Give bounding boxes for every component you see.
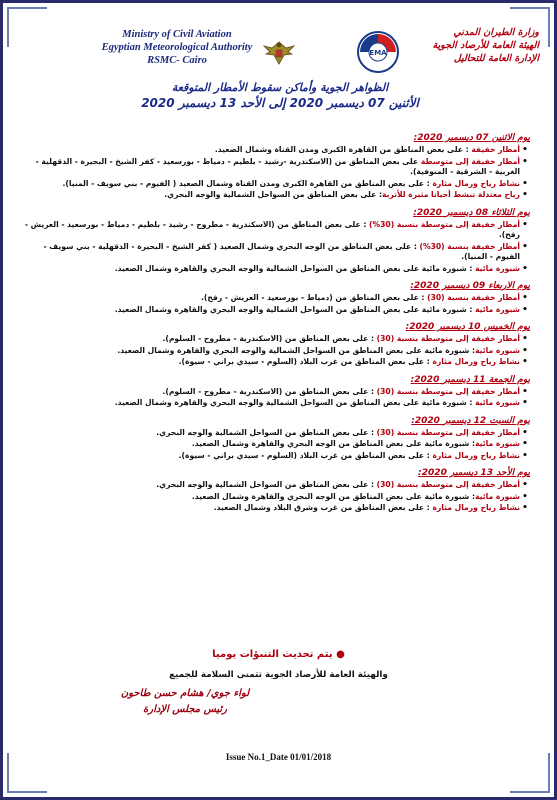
phenomenon-details: : على بعض المناطق من غرب البلاد (السلوم - سيدي براني - سيوة). bbox=[178, 357, 433, 366]
forecast-item bbox=[22, 503, 530, 514]
forecast-item bbox=[22, 242, 530, 263]
forecast-text bbox=[22, 439, 520, 450]
bullet-icon: • bbox=[522, 503, 528, 513]
title-line1: الظواهر الجوية وأماكن سقوط الأمطار المتوقعة bbox=[171, 81, 389, 94]
phenomenon-label: أمطار خفيفة إلى متوسطة بنسبة (30%) bbox=[369, 219, 520, 229]
phenomenon-label: أمطار خفيفة إلى متوسطة بنسبة (30) bbox=[376, 480, 520, 489]
phenomenon-label: أمطار خفيفة إلى متوسطة bbox=[420, 156, 520, 166]
forecast-text bbox=[22, 242, 520, 263]
forecast-item bbox=[22, 387, 530, 398]
header-english bbox=[82, 28, 272, 67]
forecast-item bbox=[22, 428, 530, 439]
phenomenon-details: : على بعض المناطق من القاهرة الكبرى ومدن القناة وشمال الصعيد ( الفيوم - بني سويف - المنيا). bbox=[62, 178, 433, 188]
forecast-item bbox=[22, 346, 530, 357]
phenomenon-label: شبورة مائية bbox=[475, 304, 520, 314]
phenomenon-label: نشاط رياح ورمال مثارة bbox=[432, 178, 520, 188]
day-section bbox=[22, 415, 530, 462]
forecast-item bbox=[22, 492, 530, 503]
phenomenon-details: : شبورة مائية على بعض المناطق من الوجه البحري والقاهرة وشمال الصعيد. bbox=[191, 439, 476, 448]
day-heading: يوم السبت 12 ديسمبر 2020: bbox=[411, 415, 530, 426]
phenomenon-label: أمطار خفيفة إلى متوسطة بنسبة (30) bbox=[376, 334, 520, 343]
forecast-item bbox=[22, 264, 530, 275]
phenomenon-label: نشاط رياح ورمال مثارة bbox=[432, 450, 520, 460]
daily-update-note: ● يتم تحديث التنبؤات يوميا bbox=[212, 649, 345, 660]
bullet-icon: • bbox=[522, 427, 528, 438]
bullet-icon: • bbox=[522, 398, 528, 408]
phenomenon-details: : شبورة مائية على بعض المناطق من السواحل الشمالية والوجه البحري والقاهرة وشمال الصعيد. bbox=[117, 345, 476, 355]
phenomenon-label: أمطار خفيفة bbox=[471, 145, 520, 154]
bullet-icon: • bbox=[522, 241, 528, 252]
forecast-text bbox=[22, 264, 520, 275]
phenomenon-label: أمطار خفيفة بنسبة (30) bbox=[427, 293, 520, 302]
bullet-icon: • bbox=[522, 439, 528, 449]
forecast-text bbox=[22, 387, 520, 398]
title-line2: الأثنين 07 ديسمبر 2020 إلى الأحد 13 ديسمبر 2020 bbox=[141, 96, 419, 110]
phenomenon-details: : على بعض المناطق من (دمياط - بورسعيد - العريش - رفح). bbox=[201, 293, 428, 302]
forecast-item bbox=[22, 190, 530, 201]
forecast-text bbox=[22, 190, 520, 201]
day-section bbox=[22, 374, 530, 409]
phenomenon-label: نشاط رياح ورمال مثارة bbox=[432, 503, 520, 512]
ministry-name-en: Ministry of Civil Aviation bbox=[122, 29, 232, 40]
forecast-text bbox=[22, 157, 520, 178]
phenomenon-details: : على بعض المناطق من (الاسكندرية - مطروح - رشيد - بلطيم - دمياط - بورسعيد - العريش - رفح). bbox=[24, 219, 520, 239]
forecast-item bbox=[22, 305, 530, 316]
issue-footer: Issue No.1_Date 01/01/2018 bbox=[225, 752, 332, 762]
phenomenon-details: : على بعض المناطق من السواحل الشمالية والوجه البحري. bbox=[156, 480, 377, 489]
authority-name-en: Egyptian Meteorological Authority bbox=[101, 42, 253, 53]
forecast-text bbox=[22, 220, 520, 241]
bullet-icon: • bbox=[522, 304, 528, 315]
bullet-icon: • bbox=[522, 219, 528, 230]
bullet-icon: • bbox=[522, 156, 528, 167]
forecast-item bbox=[22, 179, 530, 190]
phenomenon-details: : شبورة مائية على بعض المناطق من الوجه البحري والقاهرة وشمال الصعيد. bbox=[191, 491, 476, 501]
day-section bbox=[22, 132, 530, 201]
forecast-text bbox=[22, 398, 520, 409]
forecast-text bbox=[22, 145, 520, 156]
department-name-ar: الإدارة العامة للتحاليل bbox=[453, 53, 539, 64]
phenomenon-details: : على بعض المناطق من (الاسكندرية - مطروح - السلوم). bbox=[162, 386, 377, 396]
forecast-text bbox=[22, 305, 520, 316]
phenomenon-details: : شبورة مائية على بعض المناطق من السواحل الشمالية والوجه البحري والقاهرة وشمال الصعيد. bbox=[114, 304, 476, 314]
bullet-icon: • bbox=[522, 491, 528, 502]
forecast-text bbox=[22, 503, 520, 514]
forecast-item bbox=[22, 357, 530, 368]
bullet-icon: • bbox=[522, 145, 528, 155]
bullet-icon: • bbox=[522, 263, 528, 274]
authority-name-ar: الهيئة العامة للأرصاد الجوية bbox=[432, 40, 539, 51]
phenomenon-details: : شبورة مائية على بعض المناطق من السواحل الشمالية والوجه البحري والقاهرة وشمال الصعيد. bbox=[114, 398, 476, 407]
signatory-name: لواء جوي/ هشام حسن طاحون bbox=[120, 688, 250, 699]
rsmc-name-en: RSMC- Cairo bbox=[147, 55, 207, 66]
forecast-text bbox=[22, 346, 520, 357]
phenomenon-label: شبورة مائية bbox=[475, 439, 520, 448]
day-heading: يوم الاربعاء 09 ديسمبر 2020: bbox=[410, 281, 530, 291]
day-heading: يوم الاثنين 07 ديسمبر 2020: bbox=[413, 133, 530, 143]
phenomenon-label: أمطار خفيفة بنسبة (30%) bbox=[419, 241, 520, 251]
ministry-name-ar: وزارة الطيران المدني bbox=[453, 27, 539, 38]
phenomenon-label: شبورة مائية bbox=[475, 491, 520, 501]
forecast-item bbox=[22, 145, 530, 156]
phenomenon-details: : على بعض المناطق من غرب البلاد (السلوم - سيدي براني - سيوة). bbox=[178, 450, 433, 460]
phenomenon-label: رياح معتدلة تنشط أحيانا مثيرة للأتربة bbox=[382, 190, 520, 199]
forecast-text bbox=[22, 357, 520, 368]
phenomenon-label: شبورة مائية bbox=[475, 345, 520, 355]
frame-corner bbox=[7, 7, 47, 47]
forecast-text bbox=[22, 480, 520, 491]
eagle-emblem-icon bbox=[262, 38, 296, 68]
day-section bbox=[22, 321, 530, 368]
day-section bbox=[22, 280, 530, 315]
phenomenon-details: : على بعض المناطق من السواحل الشمالية والوجه البحري. bbox=[156, 427, 377, 437]
signatory-title: رئيس مجلس الإدارة bbox=[143, 704, 227, 715]
day-heading: يوم الأحد 13 ديسمبر 2020: bbox=[418, 468, 530, 478]
forecast-text bbox=[22, 179, 520, 190]
forecast-text bbox=[22, 334, 520, 345]
forecast-item bbox=[22, 451, 530, 462]
forecast-text bbox=[22, 428, 520, 439]
bullet-icon: • bbox=[522, 357, 528, 367]
bullet-icon: • bbox=[522, 480, 528, 490]
phenomenon-label: شبورة مائية bbox=[475, 263, 520, 273]
phenomenon-details: : على بعض المناطق من السواحل الشمالية والوجه البحري. bbox=[164, 190, 382, 199]
forecast-item bbox=[22, 220, 530, 241]
phenomenon-details: : على بعض المناطق من (الاسكندرية - مطروح - السلوم). bbox=[162, 334, 377, 343]
logo-text: EMA bbox=[369, 49, 387, 57]
forecast-text bbox=[22, 451, 520, 462]
phenomenon-label: نشاط رياح ورمال مثارة bbox=[432, 357, 520, 366]
bullet-icon: ● bbox=[332, 649, 345, 660]
day-section bbox=[22, 467, 530, 514]
forecast-item bbox=[22, 439, 530, 450]
day-heading: يوم الجمعة 11 ديسمبر 2020: bbox=[410, 374, 530, 385]
closing-text: والهيئة العامة للأرصاد الجوية تتمنى السلامة للجميع bbox=[169, 670, 388, 680]
bullet-icon: • bbox=[522, 450, 528, 461]
forecast-item bbox=[22, 334, 530, 345]
header-arabic bbox=[369, 26, 539, 65]
signature-block bbox=[90, 686, 280, 718]
phenomenon-label: شبورة مائية bbox=[475, 398, 520, 407]
bullet-icon: • bbox=[522, 178, 528, 189]
bullet-icon: • bbox=[522, 345, 528, 356]
forecast-text bbox=[22, 293, 520, 304]
phenomenon-details: على بعض المناطق من (الاسكندرية -رشيد - بلطيم - دمياط - بورسعيد - كفر الشيخ - البحيرة - الدقهلية - الغربية - الشرقية - المنوفية). bbox=[35, 156, 520, 176]
phenomenon-details: : على بعض المناطق من غرب وشرق البلاد وشمال الصعيد. bbox=[213, 503, 433, 512]
bullet-icon: • bbox=[522, 334, 528, 344]
phenomenon-label: أمطار خفيفة إلى متوسطة بنسبة (30) bbox=[376, 386, 520, 396]
bullet-icon: • bbox=[522, 386, 528, 397]
forecast-text bbox=[22, 492, 520, 503]
bulletin-title bbox=[90, 80, 470, 111]
bullet-icon: • bbox=[522, 293, 528, 303]
phenomenon-details: : على بعض المناطق من القاهرة الكبرى ومدن القناة وشمال الصعيد. bbox=[214, 145, 472, 154]
day-heading: يوم الخميس 10 ديسمبر 2020: bbox=[405, 322, 530, 332]
bullet-icon: • bbox=[522, 190, 528, 200]
forecast-item bbox=[22, 480, 530, 491]
phenomenon-label: أمطار خفيفة إلى متوسطة بنسبة (30) bbox=[376, 427, 520, 437]
phenomenon-details: : شبورة مائية على بعض المناطق من السواحل الشمالية والوجه البحري والقاهرة وشمال الصعيد. bbox=[114, 263, 476, 273]
day-heading: يوم الثلاثاء 08 ديسمبر 2020: bbox=[413, 207, 530, 218]
forecast-item bbox=[22, 293, 530, 304]
forecast-item bbox=[22, 157, 530, 178]
forecast-days bbox=[22, 126, 530, 515]
forecast-item bbox=[22, 398, 530, 409]
phenomenon-details: : على بعض المناطق من الوجه البحري وشمال الصعيد ( كفر الشيخ - البحيرة - الدقهلية - بني سويف - الفيوم - المنيا). bbox=[43, 241, 520, 261]
day-section bbox=[22, 207, 530, 275]
